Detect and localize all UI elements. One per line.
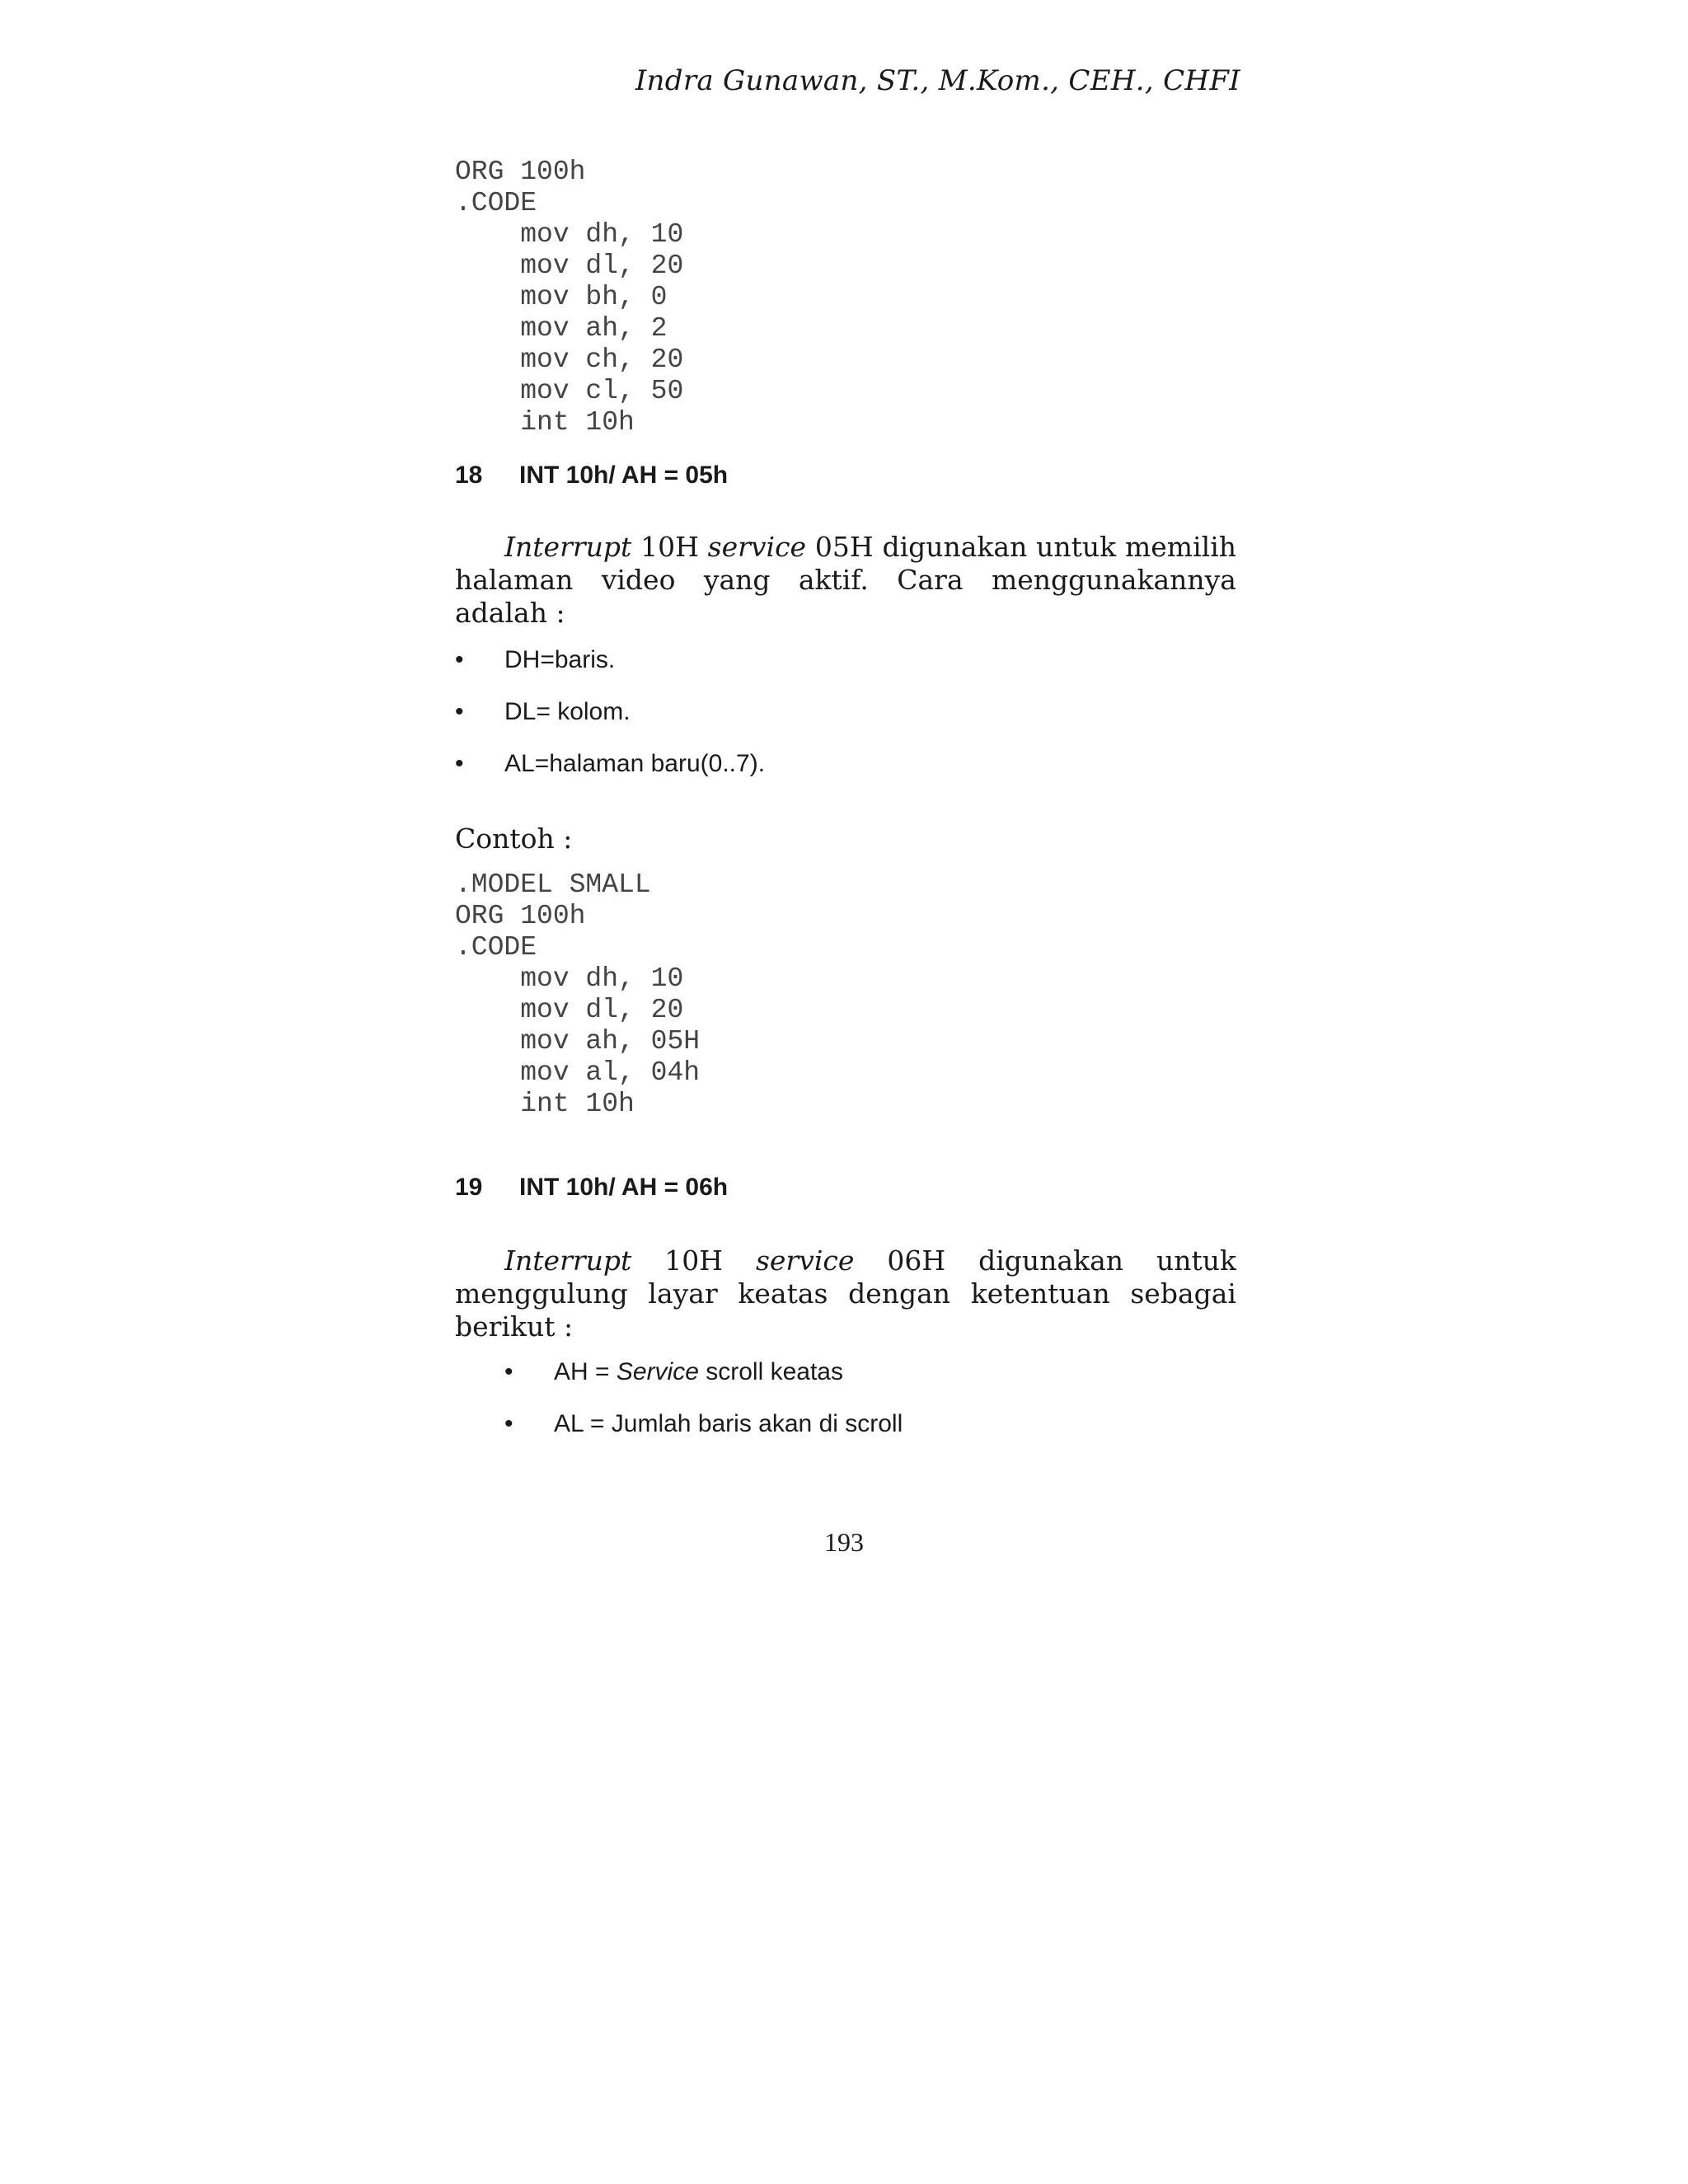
code-block-org bbox=[455, 157, 683, 438]
bullet-icon: • bbox=[455, 750, 464, 777]
italic-term: service bbox=[755, 1244, 855, 1277]
section-heading-18 bbox=[455, 462, 728, 490]
register-list-19 bbox=[504, 1357, 903, 1461]
code-line: mov ah, 05H bbox=[455, 1026, 701, 1057]
running-header: Indra Gunawan, ST., M.Kom., CEH., CHFI bbox=[635, 64, 1240, 97]
italic-term: Interrupt bbox=[504, 1244, 632, 1277]
code-line: .MODEL SMALL bbox=[455, 869, 651, 900]
code-line: mov dl, 20 bbox=[455, 995, 684, 1025]
code-line: mov ch, 20 bbox=[455, 344, 684, 375]
code-line: int 10h bbox=[455, 407, 635, 438]
bullet-icon: • bbox=[504, 1358, 513, 1385]
section-title: INT 10h/ AH = 06h bbox=[519, 1174, 729, 1201]
example-label: Contoh : bbox=[455, 823, 573, 855]
italic-term: Interrupt bbox=[504, 531, 632, 563]
code-line: mov ah, 2 bbox=[455, 313, 668, 344]
list-item: • DH=baris. bbox=[455, 646, 616, 673]
section-19-paragraph: Interrupt 10H service 06H digunakan untuk menggulung layar keatas dengan ketentuan sebagai berikut : bbox=[455, 1244, 1236, 1343]
code-line: mov al, 04h bbox=[455, 1057, 701, 1088]
code-line: .CODE bbox=[455, 932, 537, 963]
section-18-paragraph: Interrupt 10H service 05H digunakan untuk memilih halaman video yang aktif. Cara menggunakannya adalah : bbox=[455, 531, 1236, 629]
code-line: mov dh, 10 bbox=[455, 963, 684, 994]
code-line: ORG 100h bbox=[455, 901, 586, 931]
section-heading-19 bbox=[455, 1174, 728, 1202]
section-number: 18 bbox=[455, 462, 483, 489]
code-line: .CODE bbox=[455, 188, 537, 218]
code-line: mov dh, 10 bbox=[455, 219, 684, 250]
section-number: 19 bbox=[455, 1174, 483, 1201]
list-item: • DL= kolom. bbox=[455, 698, 631, 725]
bullet-icon: • bbox=[455, 698, 464, 725]
code-block-model bbox=[455, 869, 700, 1120]
italic-term: service bbox=[707, 531, 807, 563]
code-line: ORG 100h bbox=[455, 157, 586, 187]
bullet-icon: • bbox=[455, 646, 464, 673]
code-line: mov dl, 20 bbox=[455, 251, 684, 281]
code-line: mov cl, 50 bbox=[455, 376, 684, 406]
list-item: • AL = Jumlah baris akan di scroll bbox=[504, 1410, 903, 1437]
list-item: • AL=halaman baru(0..7). bbox=[455, 750, 766, 777]
register-list-18 bbox=[455, 645, 765, 801]
code-line: mov bh, 0 bbox=[455, 282, 668, 312]
section-title: INT 10h/ AH = 05h bbox=[519, 462, 729, 489]
code-line: int 10h bbox=[455, 1089, 635, 1119]
bullet-icon: • bbox=[504, 1410, 513, 1437]
page-number: 193 bbox=[824, 1527, 864, 1557]
list-item: • AH = Service scroll keatas bbox=[504, 1358, 843, 1385]
